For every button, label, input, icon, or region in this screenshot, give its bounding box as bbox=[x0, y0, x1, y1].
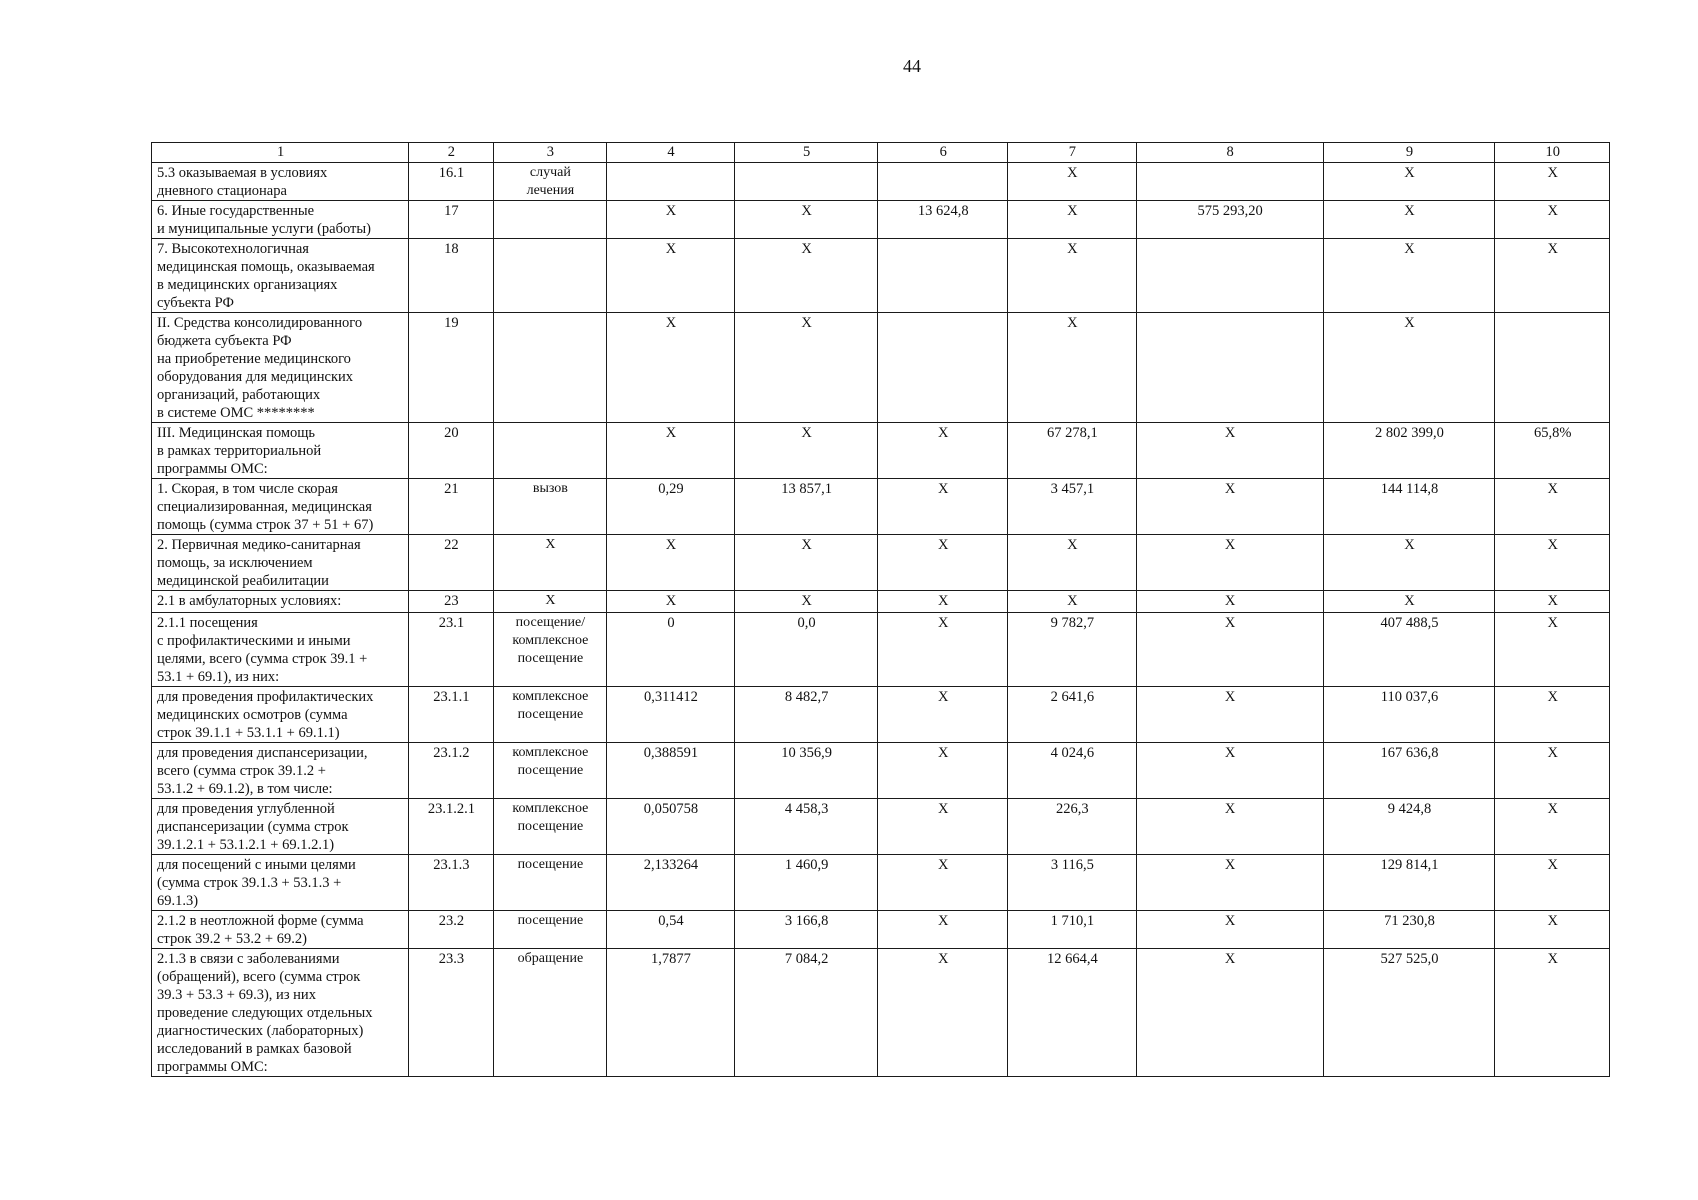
table-cell-col7: 4 024,6 bbox=[1008, 743, 1137, 799]
table-cell-col8: X bbox=[1136, 591, 1323, 613]
table-cell-col9: X bbox=[1323, 535, 1495, 591]
column-header-9: 9 bbox=[1323, 143, 1495, 163]
table-cell-col10: X bbox=[1495, 855, 1610, 911]
table-cell-col4: 2,133264 bbox=[607, 855, 735, 911]
table-row bbox=[152, 743, 1610, 799]
table-cell-col4: X bbox=[607, 239, 735, 313]
table-cell-col10: X bbox=[1495, 743, 1610, 799]
table-cell-col10: X bbox=[1495, 239, 1610, 313]
table-cell-col6: X bbox=[878, 799, 1008, 855]
table-cell-col5: 10 356,9 bbox=[734, 743, 878, 799]
table-cell-col5: X bbox=[734, 591, 878, 613]
table-cell-col10 bbox=[1495, 313, 1610, 423]
table-cell-col9: 167 636,8 bbox=[1323, 743, 1495, 799]
table-cell-col8: X bbox=[1136, 911, 1323, 949]
table-cell-col9: 144 114,8 bbox=[1323, 479, 1495, 535]
table-cell-col10: X bbox=[1495, 591, 1610, 613]
table-cell-col9: X bbox=[1323, 201, 1495, 239]
table-cell-col8: X bbox=[1136, 743, 1323, 799]
table-cell-col1: 7. Высокотехнологичная медицинская помощь, оказываемая в медицинских организациях субъекта РФ bbox=[152, 239, 409, 313]
table-cell-col9: X bbox=[1323, 591, 1495, 613]
table-cell-col2: 23.3 bbox=[409, 949, 493, 1077]
table-cell-col7: X bbox=[1008, 535, 1137, 591]
table-row bbox=[152, 949, 1610, 1077]
table-cell-col8: X bbox=[1136, 687, 1323, 743]
table-cell-col2: 18 bbox=[409, 239, 493, 313]
table-cell-col2: 21 bbox=[409, 479, 493, 535]
table-cell-col4: 0,311412 bbox=[607, 687, 735, 743]
table-cell-col10: X bbox=[1495, 479, 1610, 535]
table-cell-col9: X bbox=[1323, 239, 1495, 313]
table-cell-col5: X bbox=[734, 535, 878, 591]
table-cell-col3: обращение bbox=[493, 949, 607, 1077]
table-row bbox=[152, 855, 1610, 911]
table-cell-col8: X bbox=[1136, 423, 1323, 479]
table-cell-col1: 2. Первичная медико-санитарная помощь, за исключением медицинской реабилитации bbox=[152, 535, 409, 591]
table-cell-col7: X bbox=[1008, 591, 1137, 613]
table-row bbox=[152, 201, 1610, 239]
table-cell-col8 bbox=[1136, 313, 1323, 423]
table-cell-col1: для посещений с иными целями (сумма строк 39.1.3 + 53.1.3 + 69.1.3) bbox=[152, 855, 409, 911]
table-cell-col4: X bbox=[607, 591, 735, 613]
table-cell-col1: 1. Скорая, в том числе скорая специализированная, медицинская помощь (сумма строк 37 + 51 + 67) bbox=[152, 479, 409, 535]
table-cell-col9: 110 037,6 bbox=[1323, 687, 1495, 743]
table-header-row bbox=[152, 143, 1610, 163]
table-cell-col2: 23 bbox=[409, 591, 493, 613]
table-cell-col2: 23.2 bbox=[409, 911, 493, 949]
table-cell-col4 bbox=[607, 163, 735, 201]
column-header-3: 3 bbox=[493, 143, 607, 163]
table-cell-col5: 8 482,7 bbox=[734, 687, 878, 743]
column-header-1: 1 bbox=[152, 143, 409, 163]
column-header-10: 10 bbox=[1495, 143, 1610, 163]
table-cell-col5: X bbox=[734, 423, 878, 479]
table-cell-col3: посещение bbox=[493, 855, 607, 911]
table-cell-col8: X bbox=[1136, 535, 1323, 591]
page-number: 44 bbox=[903, 56, 921, 76]
table-cell-col7: X bbox=[1008, 239, 1137, 313]
table-cell-col10: X bbox=[1495, 201, 1610, 239]
table-cell-col5 bbox=[734, 163, 878, 201]
table-cell-col2: 19 bbox=[409, 313, 493, 423]
table-cell-col6 bbox=[878, 163, 1008, 201]
table-cell-col3: комплексное посещение bbox=[493, 743, 607, 799]
column-header-2: 2 bbox=[409, 143, 493, 163]
column-header-8: 8 bbox=[1136, 143, 1323, 163]
table-cell-col9: X bbox=[1323, 313, 1495, 423]
table-cell-col1: 2.1.2 в неотложной форме (сумма строк 39.2 + 53.2 + 69.2) bbox=[152, 911, 409, 949]
table-cell-col7: X bbox=[1008, 163, 1137, 201]
table-cell-col8: X bbox=[1136, 613, 1323, 687]
column-header-6: 6 bbox=[878, 143, 1008, 163]
table-cell-col3 bbox=[493, 239, 607, 313]
table-cell-col3 bbox=[493, 423, 607, 479]
table-cell-col4: X bbox=[607, 423, 735, 479]
table-cell-col7: 1 710,1 bbox=[1008, 911, 1137, 949]
table-cell-col4: 0,29 bbox=[607, 479, 735, 535]
table-cell-col4: 1,7877 bbox=[607, 949, 735, 1077]
table-cell-col6: X bbox=[878, 687, 1008, 743]
table-row bbox=[152, 313, 1610, 423]
column-header-5: 5 bbox=[734, 143, 878, 163]
table-cell-col3: комплексное посещение bbox=[493, 687, 607, 743]
table-cell-col5: 0,0 bbox=[734, 613, 878, 687]
table-cell-col4: 0,050758 bbox=[607, 799, 735, 855]
table-cell-col3 bbox=[493, 201, 607, 239]
table-cell-col10: 65,8% bbox=[1495, 423, 1610, 479]
table-cell-col7: 12 664,4 bbox=[1008, 949, 1137, 1077]
table-cell-col7: X bbox=[1008, 201, 1137, 239]
table-cell-col9: X bbox=[1323, 163, 1495, 201]
column-header-7: 7 bbox=[1008, 143, 1137, 163]
table-cell-col10: X bbox=[1495, 911, 1610, 949]
table-cell-col7: 3 457,1 bbox=[1008, 479, 1137, 535]
table-cell-col6: 13 624,8 bbox=[878, 201, 1008, 239]
table-cell-col3: X bbox=[493, 591, 607, 613]
table-cell-col8: X bbox=[1136, 855, 1323, 911]
table-cell-col8: X bbox=[1136, 949, 1323, 1077]
table-cell-col6: X bbox=[878, 743, 1008, 799]
table-cell-col3: случай лечения bbox=[493, 163, 607, 201]
table-cell-col1: для проведения углубленной диспансеризации (сумма строк 39.1.2.1 + 53.1.2.1 + 69.1.2.1) bbox=[152, 799, 409, 855]
table-cell-col5: 4 458,3 bbox=[734, 799, 878, 855]
table-cell-col9: 71 230,8 bbox=[1323, 911, 1495, 949]
table-row bbox=[152, 479, 1610, 535]
table-cell-col2: 16.1 bbox=[409, 163, 493, 201]
table-cell-col10: X bbox=[1495, 687, 1610, 743]
table-cell-col2: 23.1.3 bbox=[409, 855, 493, 911]
table-cell-col10: X bbox=[1495, 613, 1610, 687]
table-cell-col9: 527 525,0 bbox=[1323, 949, 1495, 1077]
table-cell-col8 bbox=[1136, 239, 1323, 313]
table-cell-col2: 23.1.2.1 bbox=[409, 799, 493, 855]
table-cell-col6: X bbox=[878, 535, 1008, 591]
table-cell-col5: 3 166,8 bbox=[734, 911, 878, 949]
table-cell-col1: 2.1.3 в связи с заболеваниями (обращений), всего (сумма строк 39.3 + 53.3 + 69.3), из них проведение следующих отдельных диагностических (лабораторных) исследований в рамках базовой программы ОМС: bbox=[152, 949, 409, 1077]
table-cell-col8: 575 293,20 bbox=[1136, 201, 1323, 239]
table-cell-col10: X bbox=[1495, 799, 1610, 855]
table-cell-col10: X bbox=[1495, 949, 1610, 1077]
table-cell-col1: для проведения профилактических медицинских осмотров (сумма строк 39.1.1 + 53.1.1 + 69.1.1) bbox=[152, 687, 409, 743]
table-cell-col7: 9 782,7 bbox=[1008, 613, 1137, 687]
table-cell-col6: X bbox=[878, 949, 1008, 1077]
table-cell-col4: X bbox=[607, 313, 735, 423]
table-row bbox=[152, 591, 1610, 613]
table-cell-col2: 23.1 bbox=[409, 613, 493, 687]
table-cell-col3: вызов bbox=[493, 479, 607, 535]
table-row bbox=[152, 687, 1610, 743]
table-row bbox=[152, 799, 1610, 855]
table-cell-col5: 7 084,2 bbox=[734, 949, 878, 1077]
table-cell-col1: для проведения диспансеризации, всего (сумма строк 39.1.2 + 53.1.2 + 69.1.2), в том числе: bbox=[152, 743, 409, 799]
table-cell-col7: 3 116,5 bbox=[1008, 855, 1137, 911]
table-row bbox=[152, 239, 1610, 313]
table-cell-col4: X bbox=[607, 201, 735, 239]
table-cell-col7: X bbox=[1008, 313, 1137, 423]
table-cell-col9: 407 488,5 bbox=[1323, 613, 1495, 687]
table-cell-col6: X bbox=[878, 911, 1008, 949]
table-cell-col6 bbox=[878, 313, 1008, 423]
table-cell-col4: 0,388591 bbox=[607, 743, 735, 799]
table-cell-col2: 23.1.2 bbox=[409, 743, 493, 799]
table-cell-col2: 23.1.1 bbox=[409, 687, 493, 743]
table-cell-col3: X bbox=[493, 535, 607, 591]
table-cell-col6 bbox=[878, 239, 1008, 313]
table-cell-col1: 2.1 в амбулаторных условиях: bbox=[152, 591, 409, 613]
table-cell-col6: X bbox=[878, 613, 1008, 687]
table-cell-col4: 0 bbox=[607, 613, 735, 687]
table-cell-col5: X bbox=[734, 313, 878, 423]
table-cell-col3 bbox=[493, 313, 607, 423]
table-cell-col5: 1 460,9 bbox=[734, 855, 878, 911]
table-row bbox=[152, 911, 1610, 949]
table-cell-col9: 129 814,1 bbox=[1323, 855, 1495, 911]
column-header-4: 4 bbox=[607, 143, 735, 163]
table-cell-col4: X bbox=[607, 535, 735, 591]
table-row bbox=[152, 613, 1610, 687]
table-cell-col3: посещение bbox=[493, 911, 607, 949]
table-cell-col8 bbox=[1136, 163, 1323, 201]
table-cell-col6: X bbox=[878, 855, 1008, 911]
table-cell-col8: X bbox=[1136, 799, 1323, 855]
table-cell-col7: 67 278,1 bbox=[1008, 423, 1137, 479]
table-cell-col1: 6. Иные государственные и муниципальные услуги (работы) bbox=[152, 201, 409, 239]
table-cell-col9: 2 802 399,0 bbox=[1323, 423, 1495, 479]
table-body bbox=[152, 163, 1610, 1077]
data-table bbox=[151, 142, 1610, 1077]
table-row bbox=[152, 423, 1610, 479]
table-cell-col5: X bbox=[734, 239, 878, 313]
table-cell-col2: 22 bbox=[409, 535, 493, 591]
table-cell-col6: X bbox=[878, 479, 1008, 535]
table-cell-col1: 5.3 оказываемая в условиях дневного стационара bbox=[152, 163, 409, 201]
table-cell-col3: посещение/ комплексное посещение bbox=[493, 613, 607, 687]
table-cell-col2: 17 bbox=[409, 201, 493, 239]
table-cell-col1: III. Медицинская помощь в рамках территориальной программы ОМС: bbox=[152, 423, 409, 479]
table-cell-col6: X bbox=[878, 423, 1008, 479]
table-row bbox=[152, 163, 1610, 201]
table-cell-col1: II. Средства консолидированного бюджета субъекта РФ на приобретение медицинского оборудования для медицинских организаций, работающих в системе ОМС ******** bbox=[152, 313, 409, 423]
table-cell-col5: 13 857,1 bbox=[734, 479, 878, 535]
table-cell-col1: 2.1.1 посещения с профилактическими и иными целями, всего (сумма строк 39.1 + 53.1 + 69.1), из них: bbox=[152, 613, 409, 687]
table-cell-col8: X bbox=[1136, 479, 1323, 535]
table-cell-col7: 2 641,6 bbox=[1008, 687, 1137, 743]
table-cell-col4: 0,54 bbox=[607, 911, 735, 949]
table-cell-col6: X bbox=[878, 591, 1008, 613]
table-cell-col3: комплексное посещение bbox=[493, 799, 607, 855]
table-cell-col7: 226,3 bbox=[1008, 799, 1137, 855]
table-cell-col10: X bbox=[1495, 535, 1610, 591]
table-row bbox=[152, 535, 1610, 591]
table-cell-col10: X bbox=[1495, 163, 1610, 201]
table-cell-col5: X bbox=[734, 201, 878, 239]
table-cell-col2: 20 bbox=[409, 423, 493, 479]
table-cell-col9: 9 424,8 bbox=[1323, 799, 1495, 855]
